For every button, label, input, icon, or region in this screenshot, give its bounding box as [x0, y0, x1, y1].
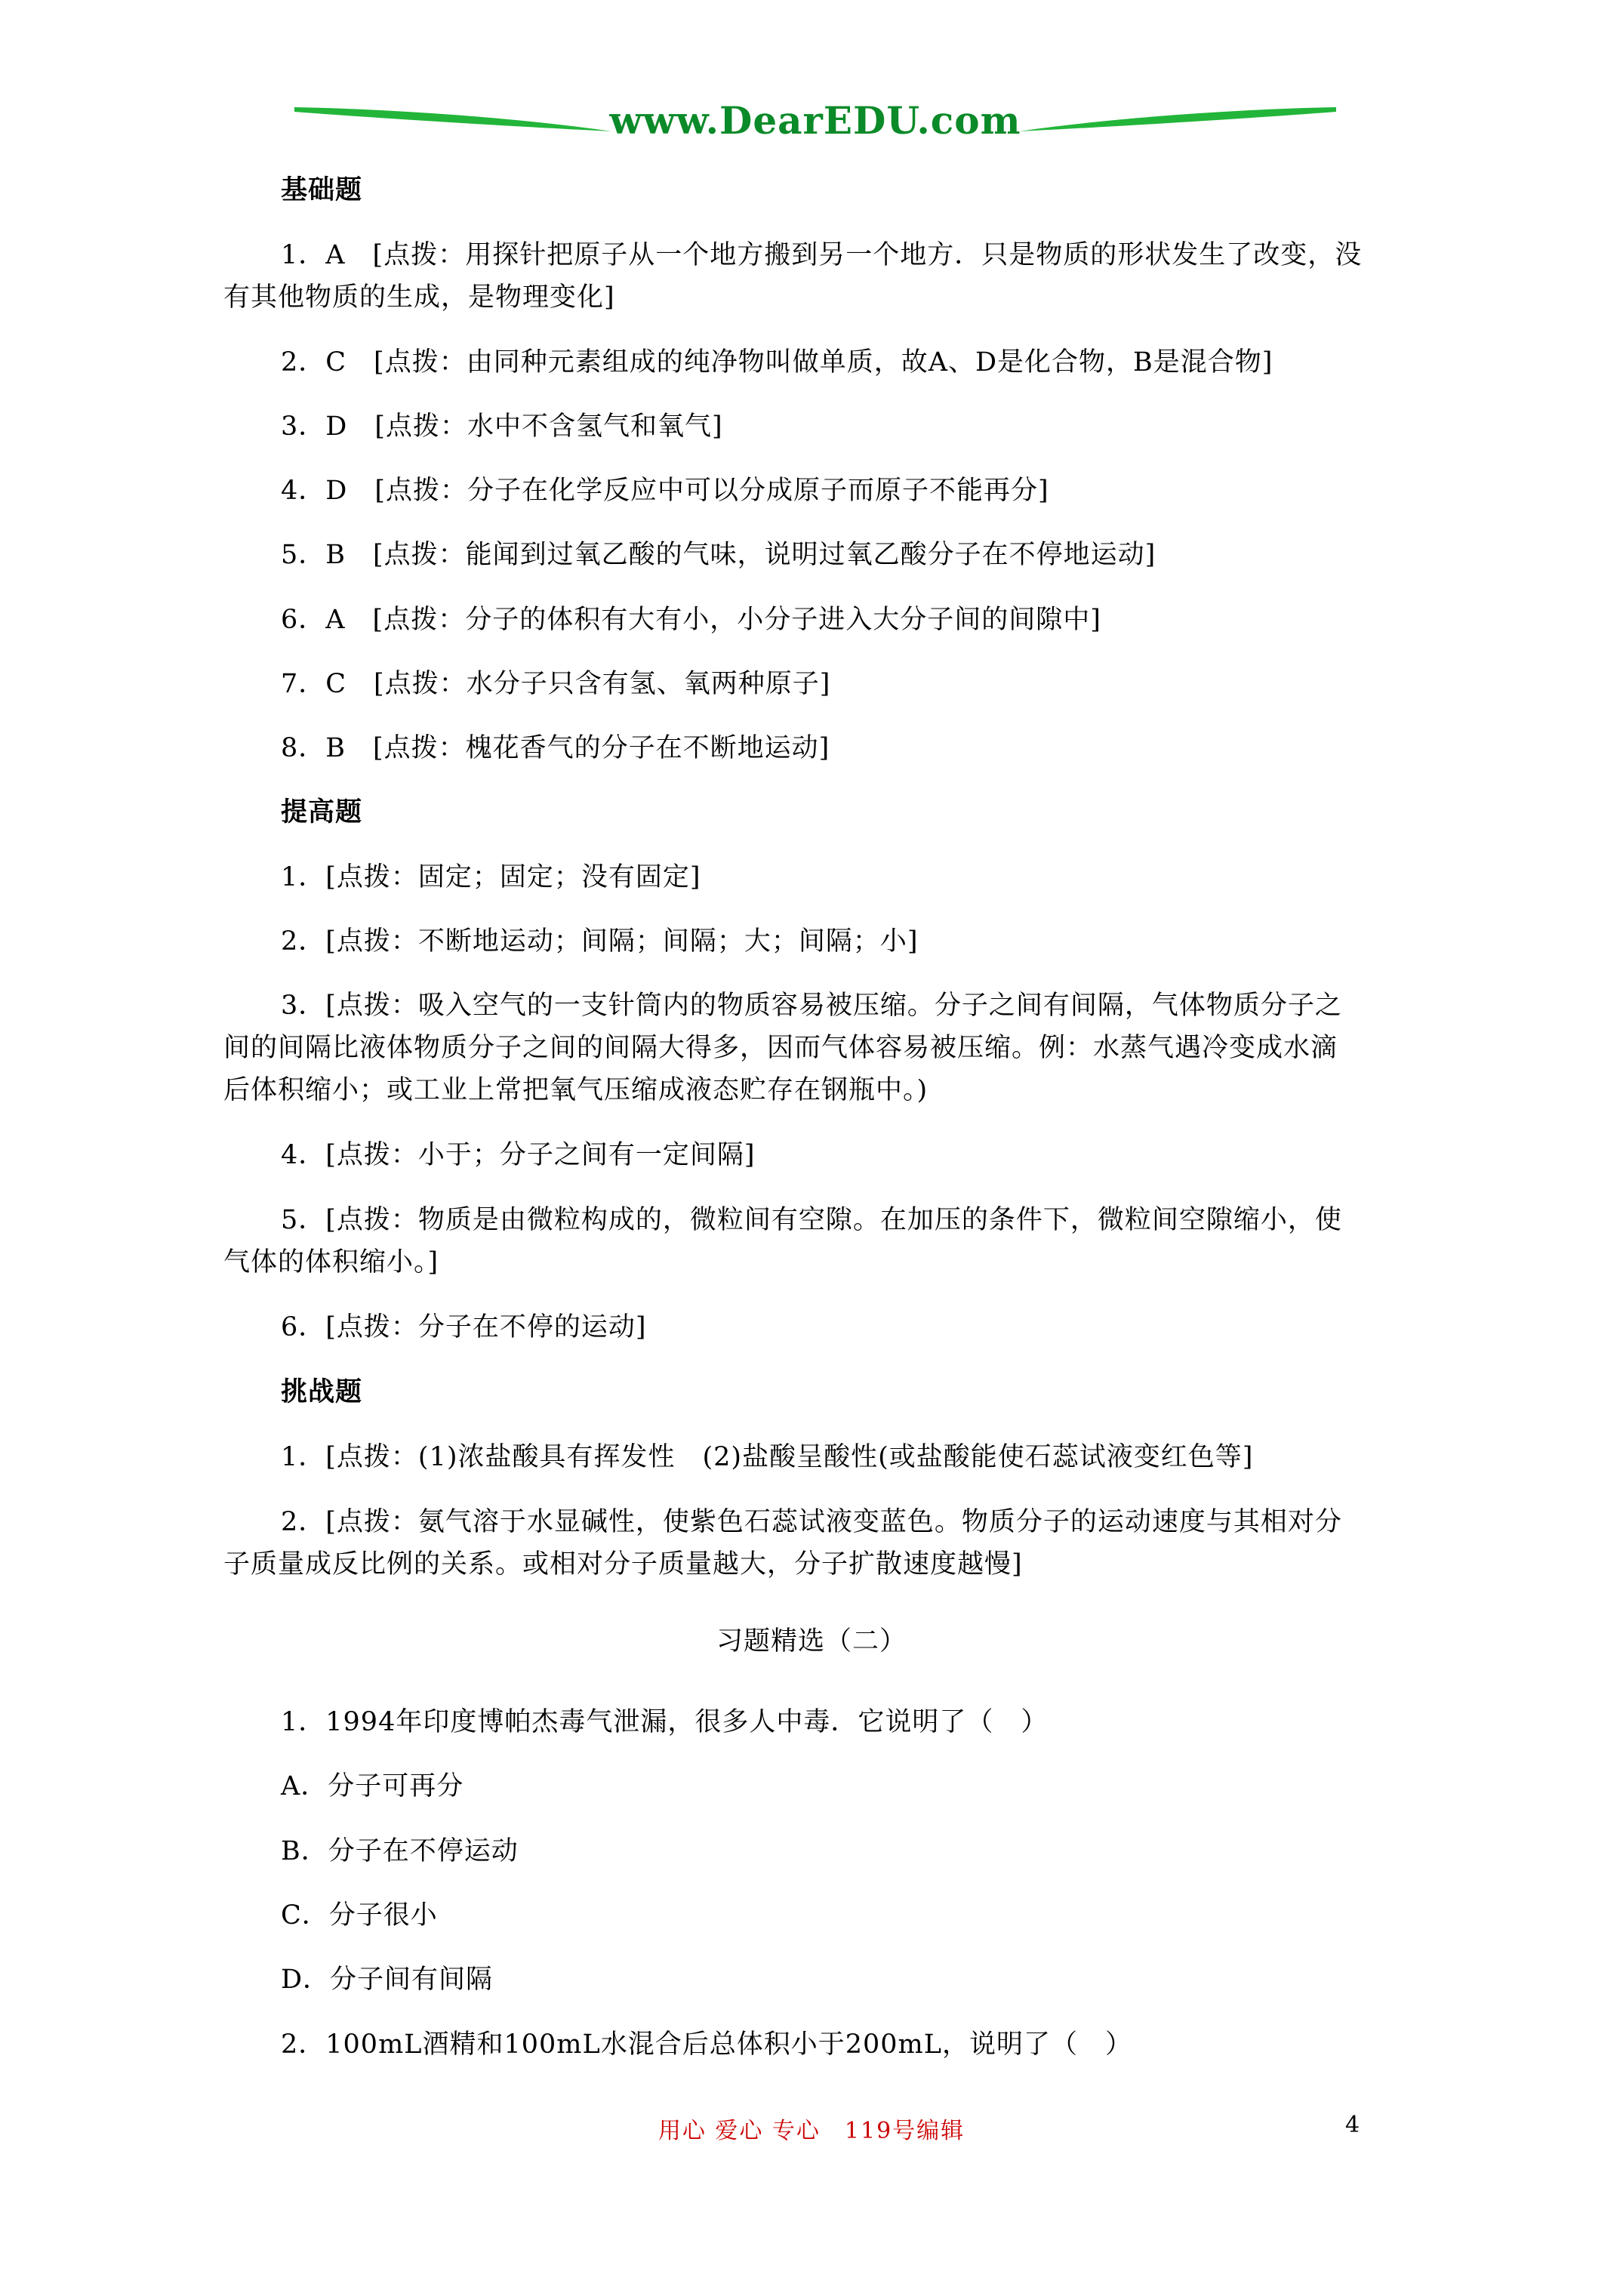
option-line: D．分子间有间隔 — [281, 1965, 494, 1995]
answer-line: 2．C [点拨：由同种元素组成的纯净物叫做单质，故A、D是化合物，B是混合物] — [281, 347, 1273, 378]
answer-line: 1．[点拨：(1)浓盐酸具有挥发性 (2)盐酸呈酸性(或盐酸能使石蕊试液变红色等] — [281, 1442, 1254, 1472]
answer-line: 6．[点拨：分子在不停的运动] — [281, 1312, 647, 1342]
option-line: C．分子很小 — [281, 1900, 438, 1931]
exercise-section-title: 习题精选（二） — [716, 1626, 907, 1657]
option-line: A．分子可再分 — [281, 1771, 464, 1801]
header-banner — [294, 98, 1336, 143]
page-number: 4 — [1345, 2112, 1360, 2138]
question-line: 1．1994年印度博帕杰毒气泄漏，很多人中毒．它说明了（ ） — [281, 1707, 1049, 1737]
answer-line: 5．[点拨：物质是由微粒构成的，微粒间有空隙。在加压的条件下，微粒间空隙缩小，使 — [281, 1205, 1342, 1235]
answer-line: 子质量成反比例的关系。或相对分子质量越大，分子扩散速度越慢] — [223, 1549, 1023, 1579]
answer-line: 间的间隔比液体物质分子之间的间隔大得多，因而气体容易被压缩。例：水蒸气遇冷变成水滴 — [223, 1033, 1338, 1063]
answer-line: 2．[点拨：不断地运动；间隔；间隔；大；间隔；小] — [281, 926, 919, 957]
answer-line: 8．B [点拨：槐花香气的分子在不断地运动] — [281, 733, 830, 763]
answer-line: 2．[点拨：氨气溶于水显碱性，使紫色石蕊试液变蓝色。物质分子的运动速度与其相对分 — [281, 1507, 1342, 1537]
footer-slogan: 用心 爱心 专心 119号编辑 — [658, 2118, 965, 2144]
answer-line: 6．A [点拨：分子的体积有大有小，小分子进入大分子间的间隙中] — [281, 605, 1101, 635]
answer-line: 1．A [点拨：用探针把原子从一个地方搬到另一个地方．只是物质的形状发生了改变，没 — [281, 240, 1363, 270]
section-heading-challenge: 挑战题 — [281, 1376, 363, 1407]
answer-line: 有其他物质的生成，是物理变化] — [223, 282, 615, 313]
site-url-logo: www.DearEDU.com — [609, 98, 1021, 143]
answer-line: 后体积缩小；或工业上常把氧气压缩成液态贮存在钢瓶中。) — [223, 1075, 929, 1105]
section-heading-improve: 提高题 — [281, 797, 363, 827]
answer-line: 7．C [点拨：水分子只含有氢、氧两种原子] — [281, 669, 831, 699]
answer-line: 4．[点拨：小于；分子之间有一定间隔] — [281, 1140, 756, 1170]
answer-line: 气体的体积缩小。] — [223, 1247, 439, 1277]
answer-line: 3．D [点拨：水中不含氢气和氧气] — [281, 411, 723, 442]
answer-line: 1．[点拨：固定；固定；没有固定] — [281, 862, 701, 892]
section-heading-basic: 基础题 — [281, 174, 363, 205]
question-line: 2．100mL酒精和100mL水混合后总体积小于200mL，说明了（ ） — [281, 2029, 1132, 2060]
answer-line: 4．D [点拨：分子在化学反应中可以分成原子而原子不能再分] — [281, 476, 1049, 506]
option-line: B．分子在不停运动 — [281, 1836, 519, 1866]
answer-line: 3．[点拨：吸入空气的一支针筒内的物质容易被压缩。分子之间有间隔，气体物质分子之 — [281, 991, 1342, 1021]
answer-line: 5．B [点拨：能闻到过氧乙酸的气味，说明过氧乙酸分子在不停地运动] — [281, 540, 1156, 570]
